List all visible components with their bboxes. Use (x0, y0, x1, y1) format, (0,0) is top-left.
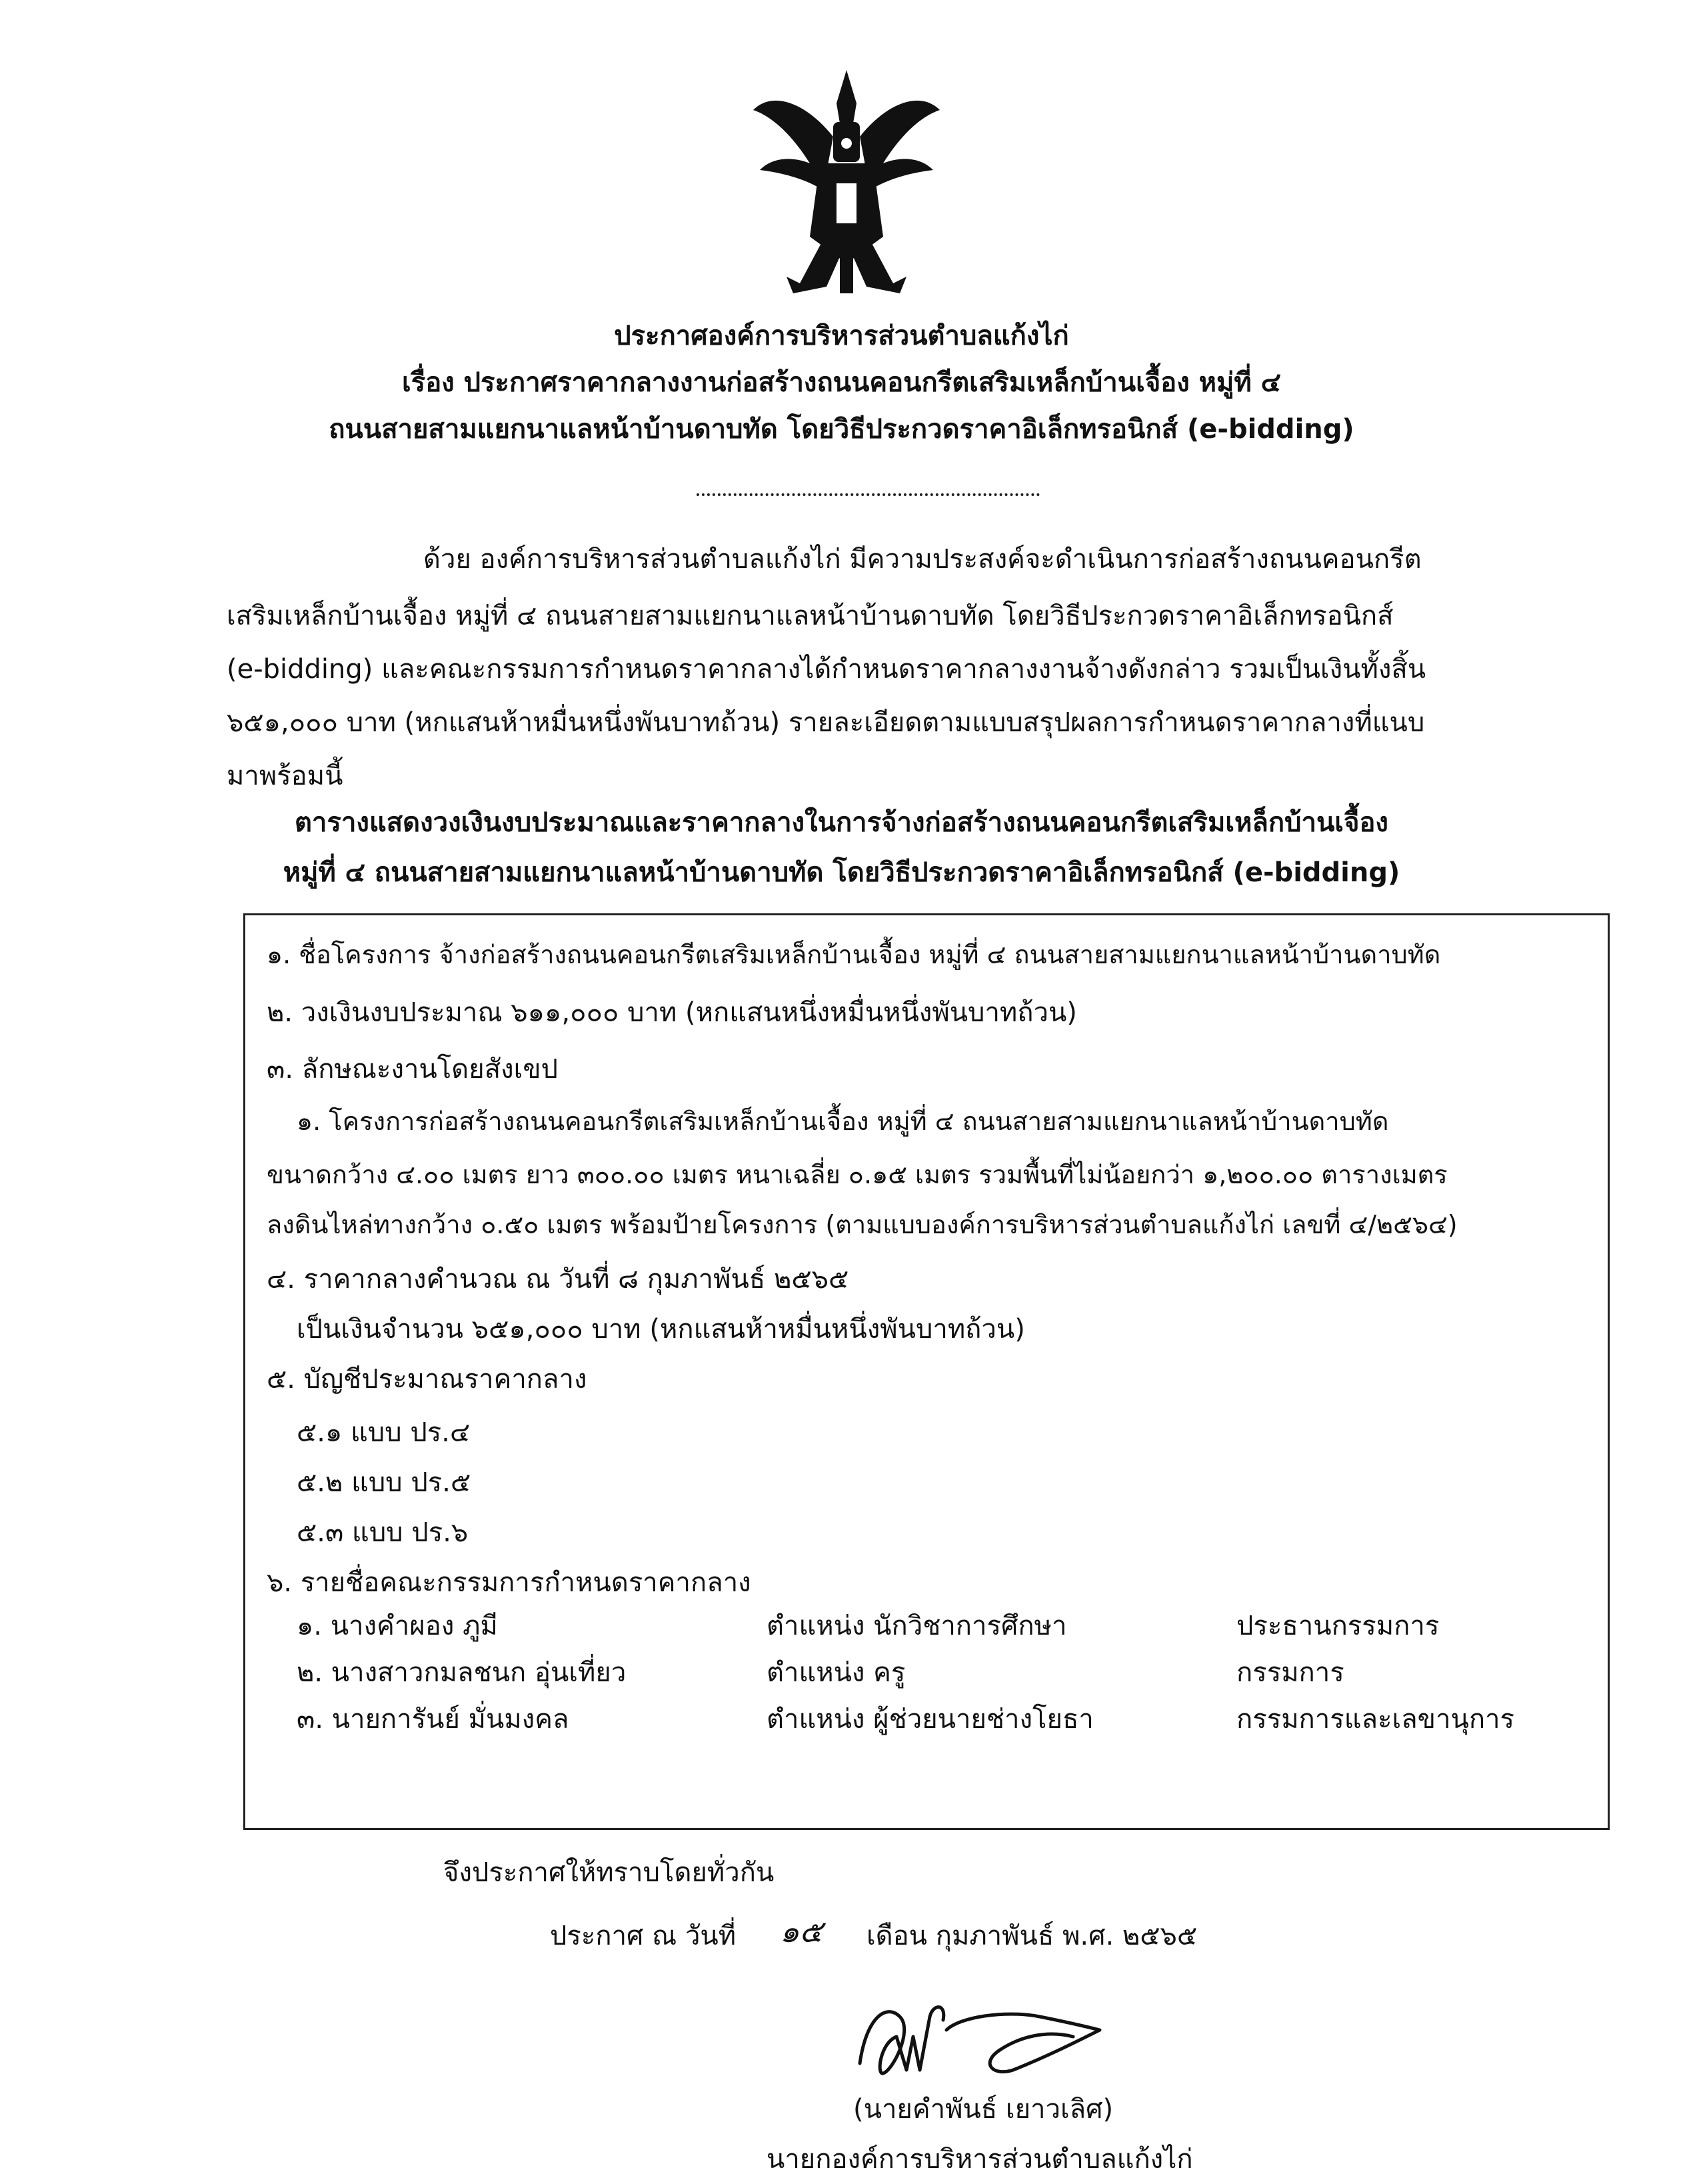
committee-role-3: กรรมการและเลขานุการ (1236, 1704, 1514, 1735)
item-budget: ๒. วงเงินงบประมาณ ๖๑๑,๐๐๐ บาท (หกแสนหนึ่งหมื่นหนึ่งพันบาทถ้วน) (267, 997, 1077, 1028)
estimate-form-2: ๕.๒ แบบ ปร.๕ (297, 1467, 471, 1498)
signer-name: (นายคำพันธ์ เยาวเลิศ) (853, 2094, 1114, 2125)
item-description-head: ๓. ลักษณะงานโดยสังเขป (267, 1054, 559, 1085)
committee-role-1: ประธานกรรมการ (1236, 1611, 1440, 1641)
table-title-1: ตารางแสดงวงเงินงบประมาณและราคากลางในการจ้างก่อสร้างถนนคอนกรีตเสริมเหล็กบ้านเจื้อง (295, 807, 1388, 838)
body-line-2: เสริมเหล็กบ้านเจื้อง หมู่ที่ ๔ ถนนสายสามแยกนาแลหน้าบ้านดาบทัด โดยวิธีประกวดราคาอิเล็กทรอนิกส์ (227, 601, 1394, 631)
dotted-divider (697, 493, 1040, 496)
item-description-3: ลงดินไหล่ทางกว้าง ๐.๕๐ เมตร พร้อมป้ายโครงการ (ตามแบบองค์การบริหารส่วนตำบลแก้งไก่ เลขที่ ๔/๒๕๖๔) (267, 1210, 1458, 1239)
item-reference-price: ๔. ราคากลางคำนวณ ณ วันที่ ๘ กุมภาพันธ์ ๒๕๖๕ (267, 1264, 849, 1295)
estimate-form-3: ๕.๓ แบบ ปร.๖ (297, 1517, 469, 1548)
closing-date-suffix: เดือน กุมภาพันธ์ พ.ศ. ๒๕๖๕ (866, 1921, 1198, 1951)
committee-role-2: กรรมการ (1236, 1657, 1344, 1688)
signer-title: นายกองค์การบริหารส่วนตำบลแก้งไก่ (767, 2144, 1193, 2175)
closing-announce: จึงประกาศให้ทราบโดยทั่วกัน (443, 1857, 775, 1888)
item-reference-amount: เป็นเงินจำนวน ๖๕๑,๐๐๐ บาท (หกแสนห้าหมื่นหนึ่งพันบาทถ้วน) (297, 1314, 1025, 1345)
closing-date-prefix: ประกาศ ณ วันที่ (550, 1921, 737, 1951)
item-committee-head: ๖. รายชื่อคณะกรรมการกำหนดราคากลาง (267, 1567, 751, 1598)
header-title: ประกาศองค์การบริหารส่วนตำบลแก้งไก่ (614, 321, 1069, 351)
committee-name-1: ๑. นางคำผอง ภูมี (297, 1611, 498, 1641)
committee-position-3: ตำแหน่ง ผู้ช่วยนายช่างโยธา (767, 1704, 1094, 1735)
handwritten-signature (846, 1990, 1113, 2090)
body-line-4: ๖๕๑,๐๐๐ บาท (หกแสนห้าหมื่นหนึ่งพันบาทถ้วน) รายละเอียดตามแบบสรุปผลการกำหนดราคากลางที่แนบ (227, 707, 1425, 738)
item-project-name: ๑. ชื่อโครงการ จ้างก่อสร้างถนนคอนกรีตเสริมเหล็กบ้านเจื้อง หมู่ที่ ๔ ถนนสายสามแยกนาแลหน้าบ้านดาบทัด (267, 940, 1441, 969)
body-line-3: (e-bidding) และคณะกรรมการกำหนดราคากลางได้กำหนดราคากลางงานจ้างดังกล่าว รวมเป็นเงินทั้งสิ้น (227, 654, 1426, 685)
committee-name-3: ๓. นายการันย์ มั่นมงคล (297, 1704, 569, 1735)
item-description-1: ๑. โครงการก่อสร้างถนนคอนกรีตเสริมเหล็กบ้านเจื้อง หมู่ที่ ๔ ถนนสายสามแยกนาแลหน้าบ้านดาบทัด (297, 1107, 1389, 1136)
item-description-2: ขนาดกว้าง ๔.๐๐ เมตร ยาว ๓๐๐.๐๐ เมตร หนาเฉลี่ย ๐.๑๕ เมตร รวมพื้นที่ไม่น้อยกว่า ๑,๒๐๐.๐๐ ตารางเมตร (267, 1160, 1448, 1189)
committee-position-2: ตำแหน่ง ครู (767, 1657, 906, 1688)
committee-position-1: ตำแหน่ง นักวิชาการศึกษา (767, 1611, 1067, 1641)
closing-day: ๑๕ (780, 1913, 823, 1949)
body-line-1: ด้วย องค์การบริหารส่วนตำบลแก้งไก่ มีความประสงค์จะดำเนินการก่อสร้างถนนคอนกรีต (423, 544, 1422, 575)
garuda-emblem (747, 63, 946, 303)
header-subject-cont: ถนนสายสามแยกนาแลหน้าบ้านดาบทัด โดยวิธีประกวดราคาอิเล็กทรอนิกส์ (e-bidding) (329, 414, 1354, 445)
estimate-form-1: ๕.๑ แบบ ปร.๔ (297, 1417, 471, 1448)
body-line-5: มาพร้อมนี้ (227, 761, 343, 791)
item-estimate-list-head: ๕. บัญชีประมาณราคากลาง (267, 1364, 587, 1395)
table-title-2: หมู่ที่ ๔ ถนนสายสามแยกนาแลหน้าบ้านดาบทัด โดยวิธีประกวดราคาอิเล็กทรอนิกส์ (e-bidding) (283, 857, 1400, 888)
committee-name-2: ๒. นางสาวกมลชนก อุ่นเที่ยว (297, 1657, 627, 1688)
header-subject: เรื่อง ประกาศราคากลางงานก่อสร้างถนนคอนกรีตเสริมเหล็กบ้านเจื้อง หมู่ที่ ๔ (402, 367, 1281, 398)
